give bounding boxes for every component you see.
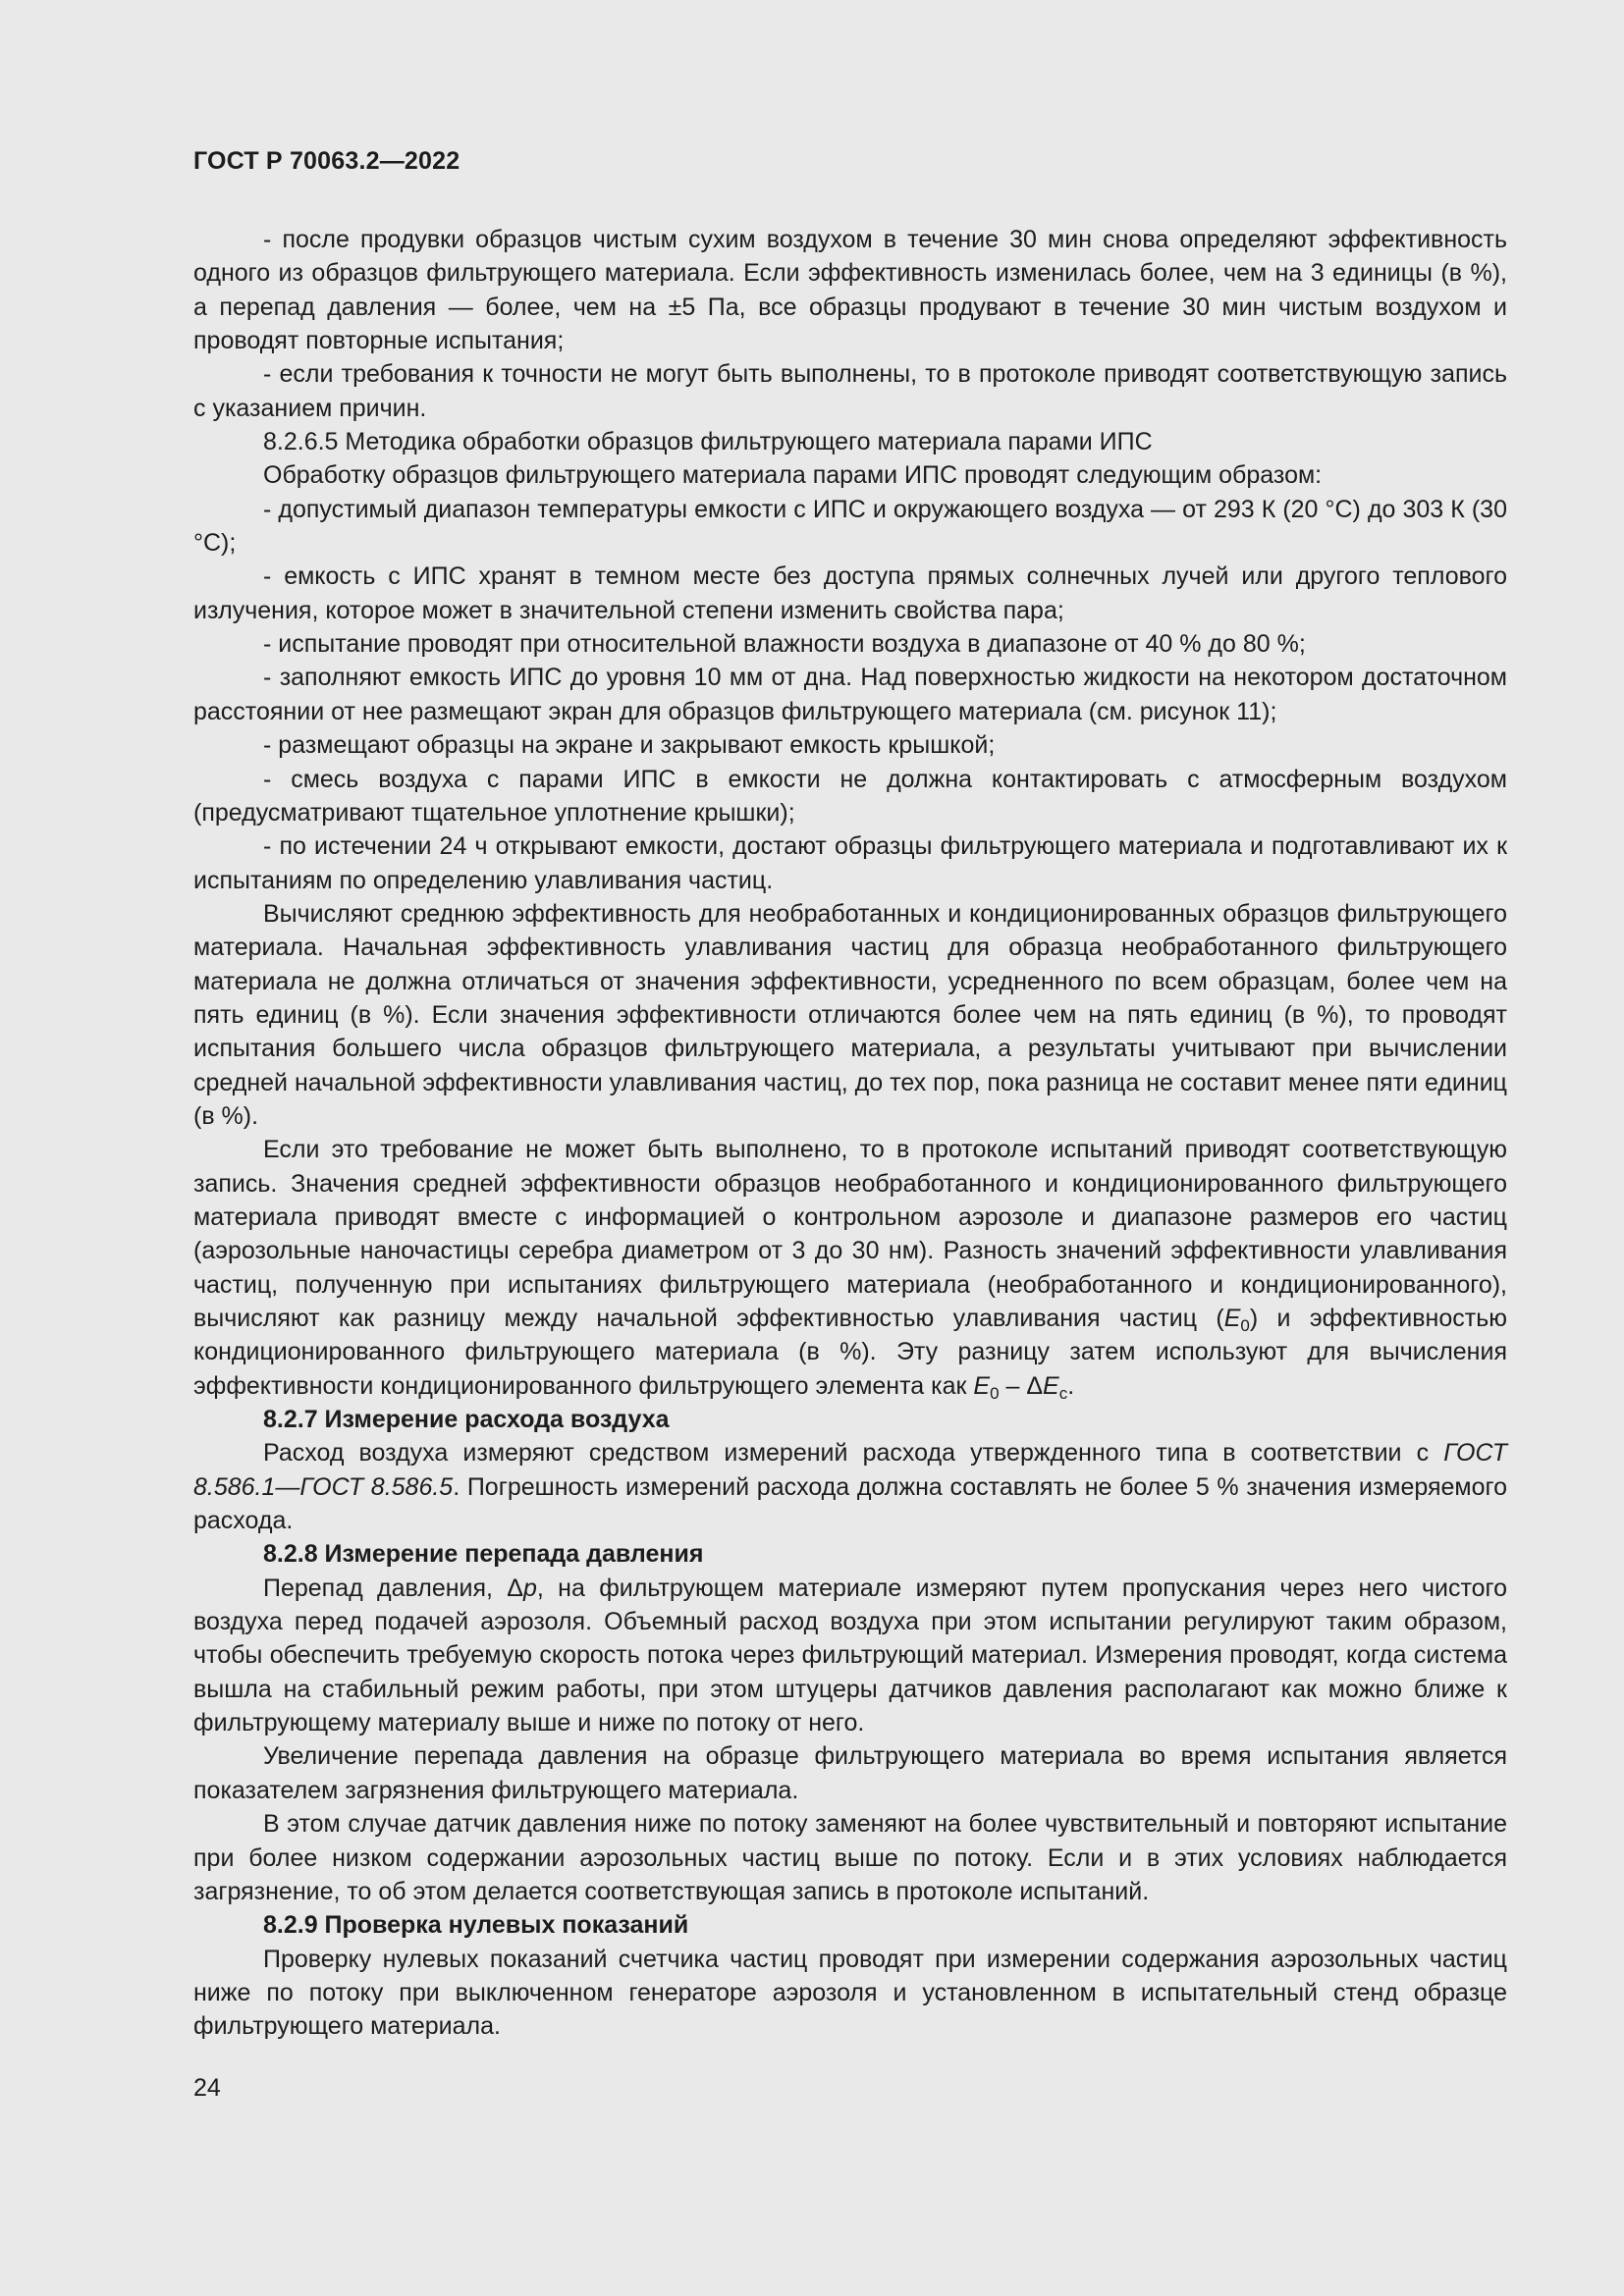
standard-reference: ГОСТ 8.586.1—ГОСТ 8.586.5 [193, 1439, 1507, 1501]
text-run: ) и эффективностью кондиционированного фильтрующего материала (в %). Эту разницу затем используют для вычисления эффективности кондиционированного фильтрующего элемента как [193, 1305, 1507, 1400]
text-run: Если это требование не может быть выполнено, то в протоколе испытаний приводят соответствующую запись. Значения средней эффективности образцов необработанного и кондиционированного фильтрующего материала приводят вместе с информацией о контрольном аэрозоле и диапазоне размеров его частиц (аэрозольные наночастицы серебра диаметром от 3 до 30 нм). Разность значений эффективности улавливания частиц, полученную при испытаниях фильтрующего материала (необработанного и кондиционированного), вычисляют как разницу между начальной эффективностью улавливания частиц ( [193, 1136, 1507, 1332]
section-heading-8-2-9: 8.2.9 Проверка нулевых показаний [263, 1911, 689, 1940]
paragraph: Проверку нулевых показаний счетчика частиц проводят при измерении содержания аэрозольных частиц ниже по потоку при выключенном генераторе аэрозоля и установленном в испытательный стенд образце фильтрующего материала. [193, 1945, 1507, 2041]
subscript: 0 [1240, 1316, 1250, 1335]
paragraph [193, 1572, 1507, 1740]
text-run: Расход воздуха измеряют средством измерений расхода утвержденного типа в соответствии с [263, 1439, 1444, 1468]
paragraph: - по истечении 24 ч открывают емкости, достают образцы фильтрующего материала и подготавливают их к испытаниям по определению улавливания частиц. [193, 832, 1507, 894]
document-header: ГОСТ Р 70063.2—2022 [193, 147, 460, 175]
text-run: . Погрешность измерений расхода должна составлять не более 5 % значения измеряемого расхода. [193, 1472, 1507, 1535]
subscript: c [1058, 1383, 1068, 1403]
section-heading-8-2-8: 8.2.8 Измерение перепада давления [263, 1540, 704, 1569]
paragraph: Обработку образцов фильтрующего материала парами ИПС проводят следующим образом: [263, 461, 1323, 490]
paragraph: 8.2.6.5 Методика обработки образцов фильтрующего материала парами ИПС [263, 428, 1153, 456]
paragraph: В этом случае датчик давления ниже по потоку заменяют на более чувствительный и повторяют испытание при более низком содержании аэрозольных частиц выше по потоку. Если и в этих условиях наблюдается загрязнение, то об этом делается соответствующая запись в протоколе испытаний. [193, 1810, 1507, 1905]
symbol: E [973, 1371, 991, 1400]
symbol: p [523, 1574, 537, 1602]
document-body [193, 223, 1507, 2044]
paragraph: - смесь воздуха с парами ИПС в емкости не должна контактировать с атмосферным воздухом (предусматривают тщательное уплотнение крышки); [193, 765, 1507, 827]
paragraph: Увеличение перепада давления на образце фильтрующего материала во время испытания является показателем загрязнения фильтрующего материала. [193, 1742, 1507, 1804]
symbol: E [1043, 1371, 1059, 1400]
subscript: 0 [990, 1383, 1000, 1403]
paragraph: Вычисляют среднюю эффективность для необработанных и кондиционированных образцов фильтрующего материала. Начальная эффективность улавливания частиц для образца необработанного фильтрующего материала не должна отличаться от значения эффективности, усредненного по всем образцам, более чем на пять единиц (в %). Если значения эффективности отличаются более чем на пять единиц (в %), то проводят испытания большего числа образцов фильтрующего материала, а результаты учитывают при вычислении средней начальной эффективности улавливания частиц, до тех пор, пока разница не составит менее пяти единиц (в %). [193, 899, 1507, 1130]
paragraph: - заполняют емкость ИПС до уровня 10 мм от дна. Над поверхностью жидкости на некотором достаточном расстоянии от нее размещают экран для образцов фильтрующего материала (см. рисунок 11); [193, 664, 1507, 725]
page-number: 24 [193, 2074, 221, 2102]
paragraph: - емкость с ИПС хранят в темном месте без доступа прямых солнечных лучей или другого теплового излучения, которое может в значительной степени изменить свойства пара; [193, 562, 1507, 624]
section-heading-8-2-7: 8.2.7 Измерение расхода воздуха [263, 1406, 670, 1434]
paragraph: - если требования к точности не могут быть выполнены, то в протоколе приводят соответствующую запись с указанием причин. [193, 360, 1507, 422]
symbol: E [1223, 1305, 1241, 1332]
text-run: – Δ [999, 1371, 1044, 1400]
paragraph: - допустимый диапазон температуры емкости с ИПС и окружающего воздуха — от 293 К (20 °С) до 303 К (30 °С); [193, 495, 1507, 558]
paragraph [193, 1133, 1507, 1403]
paragraph [193, 1436, 1507, 1537]
text-run: , на фильтрующем материале измеряют путем пропускания через него чистого воздуха перед подачей аэрозоля. Объемный расход воздуха при этом испытании регулируют таким образом, чтобы обеспечить требуемую скорость потока через фильтрующий материал. Измерения проводят, когда система вышла на стабильный режим работы, при этом штуцеры датчиков давления располагают как можно ближе к фильтрующему материалу выше и ниже по потоку от него. [193, 1574, 1507, 1737]
text-run: Перепад давления, Δ [263, 1574, 523, 1602]
text-run: . [1067, 1371, 1075, 1400]
paragraph: - после продувки образцов чистым сухим воздухом в течение 30 мин снова определяют эффективность одного из образцов фильтрующего материала. Если эффективность изменилась более, чем на 3 единицы (в %), а перепад давления — более, чем на ±5 Па, все образцы продувают в течение 30 мин чистым воздухом и проводят повторные испытания; [193, 226, 1507, 355]
paragraph: - размещают образцы на экране и закрывают емкость крышкой; [263, 731, 996, 760]
paragraph: - испытание проводят при относительной влажности воздуха в диапазоне от 40 % до 80 %; [263, 630, 1306, 659]
